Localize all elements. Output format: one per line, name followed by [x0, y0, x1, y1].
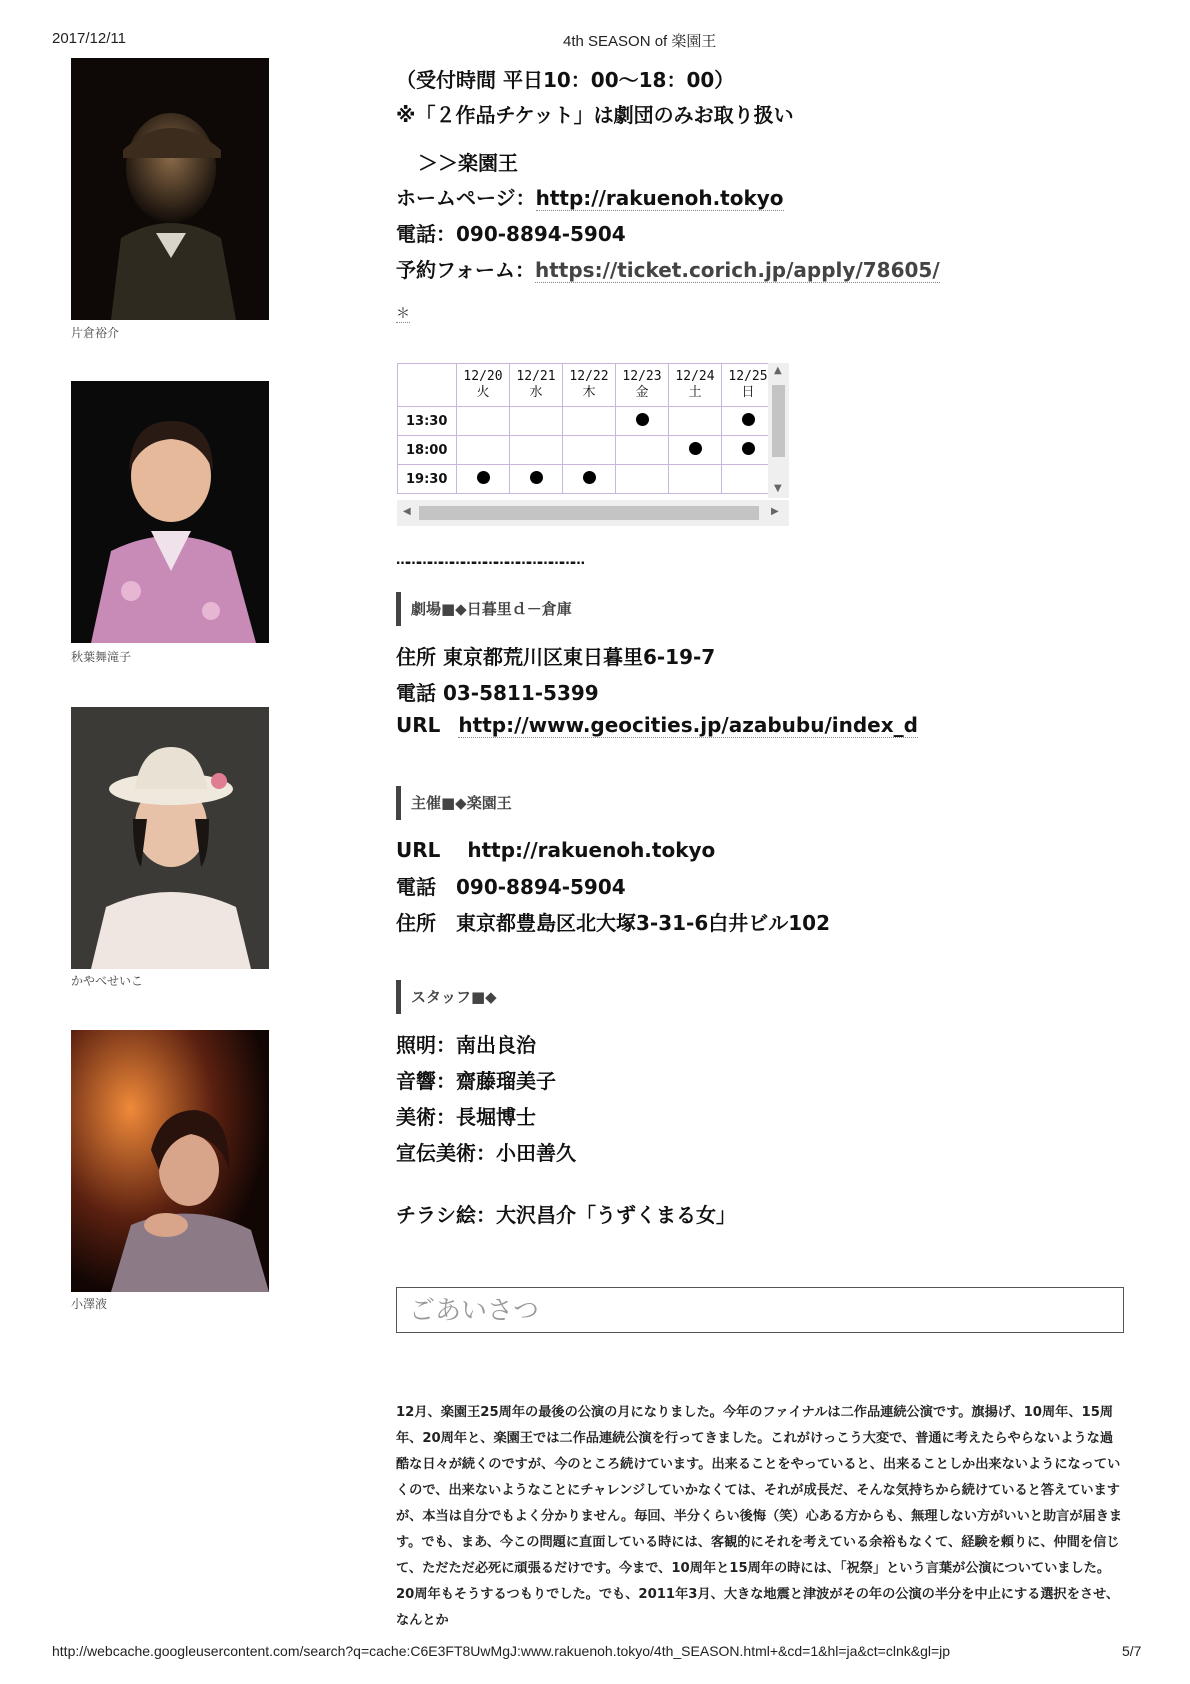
- schedule-vertical-scrollbar[interactable]: [768, 363, 789, 498]
- theater-url-label: URL: [396, 713, 441, 737]
- cast-photo-3: [71, 707, 269, 969]
- schedule-date-cell: 12/20 火: [457, 364, 510, 407]
- performance-dot: [583, 471, 596, 484]
- schedule-cell: [510, 465, 563, 494]
- cast-caption-3: かやべせいこ: [71, 974, 144, 988]
- schedule-cell: [616, 407, 669, 436]
- staff-sound: 音響：齋藤瑠美子: [396, 1069, 556, 1093]
- schedule-date-cell: 12/24 土: [669, 364, 722, 407]
- two-show-ticket-note: ※「２作品チケット」は劇団のみお取り扱い: [396, 103, 794, 127]
- schedule-time-cell: 18:00: [398, 436, 457, 465]
- dotted-divider: ……………………………………………: [396, 553, 583, 568]
- cast-photo-2: [71, 381, 269, 643]
- staff-lighting: 照明：南出良治: [396, 1033, 536, 1057]
- schedule-date-cell: 12/25 日: [722, 364, 775, 407]
- schedule-date-cell: 12/22 木: [563, 364, 616, 407]
- page-number: 5/7: [1122, 1643, 1142, 1659]
- schedule-cell: [457, 465, 510, 494]
- cast-caption-1: 片倉裕介: [71, 326, 120, 340]
- schedule-horizontal-scrollbar[interactable]: [397, 500, 789, 526]
- homepage-label: ホームページ：: [396, 186, 536, 210]
- schedule-cell: [669, 465, 722, 494]
- cast-caption-2: 秋葉舞滝子: [71, 650, 132, 664]
- greeting-heading: ごあいさつ: [396, 1287, 1124, 1333]
- schedule-cell: [616, 436, 669, 465]
- schedule-corner-cell: [398, 364, 457, 407]
- organizer-phone: 電話 090-8894-5904: [396, 875, 626, 899]
- reservation-line: [396, 254, 940, 283]
- schedule-cell: [722, 407, 775, 436]
- asterisk-link[interactable]: ＊: [396, 306, 410, 322]
- schedule-time-cell: 19:30: [398, 465, 457, 494]
- staff-flyer-art: チラシ絵：大沢昌介「うずくまる女」: [396, 1203, 736, 1227]
- reservation-form-label: 予約フォーム：: [396, 258, 535, 282]
- theater-address: 住所 東京都荒川区東日暮里6-19-7: [396, 645, 716, 669]
- cast-caption-4: 小澤液: [71, 1297, 108, 1311]
- scroll-right-icon[interactable]: ▶: [771, 506, 779, 517]
- organizer-address: 住所 東京都豊島区北大塚3-31-6白井ビル102: [396, 911, 831, 935]
- performance-dot: [477, 471, 490, 484]
- reception-hours: （受付時間 平日10：00〜18：00）: [396, 68, 735, 92]
- scroll-up-icon[interactable]: ▲: [774, 365, 782, 376]
- performance-dot: [689, 442, 702, 455]
- homepage-line: [396, 182, 784, 211]
- schedule-cell: [457, 436, 510, 465]
- horizontal-scroll-thumb[interactable]: [419, 506, 759, 520]
- performance-dot: [742, 442, 755, 455]
- schedule-date-cell: 12/21 水: [510, 364, 563, 407]
- schedule-cell: [563, 465, 616, 494]
- schedule-row: [398, 407, 775, 436]
- schedule-cell: [722, 465, 775, 494]
- print-date: 2017/12/11: [52, 30, 126, 47]
- homepage-link[interactable]: http://rakuenoh.tokyo: [535, 186, 784, 210]
- schedule-header-row: [398, 364, 775, 407]
- scroll-left-icon[interactable]: ◀: [403, 506, 411, 517]
- theater-phone: 電話 03-5811-5399: [396, 681, 599, 705]
- schedule-cell: [669, 436, 722, 465]
- company-label: ＞＞楽園王: [418, 151, 518, 175]
- schedule-cell: [563, 436, 616, 465]
- staff-art: 美術：長堀博士: [396, 1105, 536, 1129]
- vertical-scroll-thumb[interactable]: [772, 385, 785, 457]
- performance-schedule-table: [397, 363, 775, 494]
- cast-photo-1: [71, 58, 269, 320]
- schedule-cell: [722, 436, 775, 465]
- schedule-date-cell: 12/23 金: [616, 364, 669, 407]
- theater-section-title: 劇場■◆日暮里ｄ－倉庫: [396, 592, 572, 626]
- schedule-cell: [510, 407, 563, 436]
- schedule-cell: [510, 436, 563, 465]
- schedule-cell: [669, 407, 722, 436]
- schedule-row: [398, 436, 775, 465]
- schedule-cell: [457, 407, 510, 436]
- footer-url: http://webcache.googleusercontent.com/search?q=cache:C6E3FT8UwMgJ:www.rakuenoh.tokyo/4th_SEASON.html+&cd=1&hl=ja&ct=clnk&gl=jp: [52, 1643, 951, 1659]
- performance-dot: [530, 471, 543, 484]
- scroll-down-icon[interactable]: ▼: [774, 483, 782, 494]
- reservation-form-link[interactable]: https://ticket.corich.jp/apply/78605/: [535, 258, 940, 282]
- theater-url-line: [396, 713, 918, 737]
- organizer-url: URL http://rakuenoh.tokyo: [396, 838, 716, 862]
- cast-photo-4: [71, 1030, 269, 1292]
- schedule-row: [398, 465, 775, 494]
- organizer-section-title: 主催■◆楽園王: [396, 786, 512, 820]
- schedule-time-cell: 13:30: [398, 407, 457, 436]
- performance-dot: [636, 413, 649, 426]
- performance-dot: [742, 413, 755, 426]
- theater-url-link[interactable]: http://www.geocities.jp/azabubu/index_d: [458, 713, 918, 737]
- greeting-body: 12月、楽園王25周年の最後の公演の月になりました。今年のファイナルは二作品連続公演です。旗揚げ、10周年、15周年、20周年と、楽園王では二作品連続公演を行ってきました。これがけっこう大変で、普通に考えたらやらないような過酷な日々が続くのですが、今のところ続けています。出来ることをやっていると、出来ることしか出来ないようになっていくので、出来ないようなことにチャレンジしていかなくては、それが成長だ、そんな気持ちから続けていると答えていますが、本当は自分でもよく分かりません。毎回、半分くらい後悔（笑）心ある方からも、無理しない方がいいと助言が届きます。でも、まあ、今この問題に直面している時には、客観的にそれを考えている余裕もなくて、経験を頼りに、仲間を信じて、ただただ必死に頑張るだけです。今まで、10周年と15周年の時には、「祝祭」という言葉が公演についていました。20周年もそうするつもりでした。でも、2011年3月、大きな地震と津波がその年の公演の半分を中止にする選択をさせ、なんとか: [396, 1405, 1123, 1628]
- page-title: 4th SEASON of 楽園王: [563, 33, 717, 50]
- schedule-cell: [616, 465, 669, 494]
- schedule-cell: [563, 407, 616, 436]
- staff-pr-art: 宣伝美術：小田善久: [396, 1141, 576, 1165]
- ticket-phone: 電話：090-8894-5904: [396, 222, 626, 246]
- staff-section-title: スタッフ■◆: [396, 980, 497, 1014]
